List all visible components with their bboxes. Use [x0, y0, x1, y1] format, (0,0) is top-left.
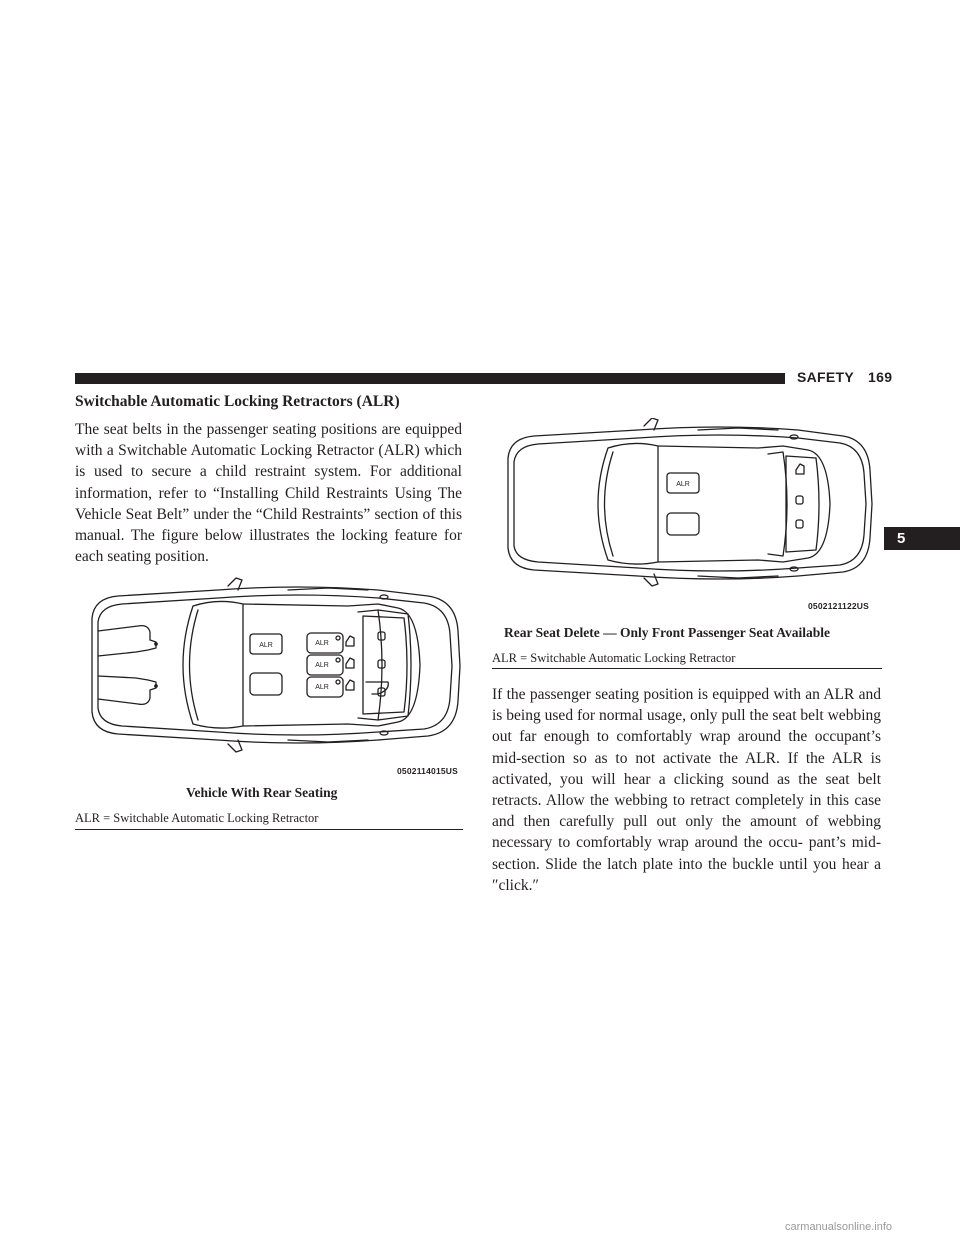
- header-section: SAFETY: [797, 369, 855, 385]
- figure1-legend: ALR = Switchable Automatic Locking Retractor: [75, 811, 319, 825]
- intro-paragraph: The seat belts in the passenger seating positions are equipped with a Switchable Automatic Locking Retractor (ALR) which is used to secure a child restraint system. For additional information, refer to “Installing Child Restraints Using The Vehicle Seat Belt” under the “Child Restraints” section of this manual. The figure below illustrates the locking feature for each seating position.: [75, 421, 462, 566]
- figure2-legend: ALR = Switchable Automatic Locking Retractor: [492, 651, 736, 665]
- header-rule: [75, 373, 785, 384]
- vehicle-rear-seating-illustration: [78, 576, 468, 754]
- figure2-rule: [492, 668, 882, 669]
- site-watermark[interactable]: carmanualsonline.info: [785, 1221, 893, 1233]
- running-header: [797, 369, 892, 385]
- chapter-tab[interactable]: 5: [884, 527, 960, 550]
- vehicle-rear-seat-delete-illustration: [498, 418, 878, 588]
- fig1-seat2-label: ALR: [315, 662, 329, 669]
- fig1-seat3-label: ALR: [315, 684, 329, 691]
- fig1-console-label: ALR: [259, 642, 273, 649]
- alr-usage-paragraph: If the passenger seating position is equipped with an ALR and is being used for normal usage, only pull the seat belt webbing out far enough to comfortably wrap around the occupant’s mid-section so as to not activate the ALR. If the ALR is activated, you will hear a clicking sound as the seat belt retracts. Allow the webbing to retract completely in this case and then carefully pull out only the amount of webbing necessary to comfortably wrap around the occu- pant’s mid-section. Slide the latch plate into the buckle until you hear a ″click.″: [492, 686, 881, 894]
- fig2-console-label: ALR: [676, 481, 690, 488]
- figure1-rule: [75, 829, 463, 830]
- figure2-code: 0502121122US: [808, 601, 870, 611]
- page-number: 169: [868, 369, 893, 385]
- section-title: Switchable Automatic Locking Retractors (ALR): [75, 393, 400, 410]
- figure1-caption: Vehicle With Rear Seating: [186, 785, 338, 800]
- fig1-seat1-label: ALR: [315, 640, 329, 647]
- figure2-caption: Rear Seat Delete — Only Front Passenger Seat Available: [504, 625, 830, 640]
- figure1-code: 0502114015US: [397, 766, 459, 776]
